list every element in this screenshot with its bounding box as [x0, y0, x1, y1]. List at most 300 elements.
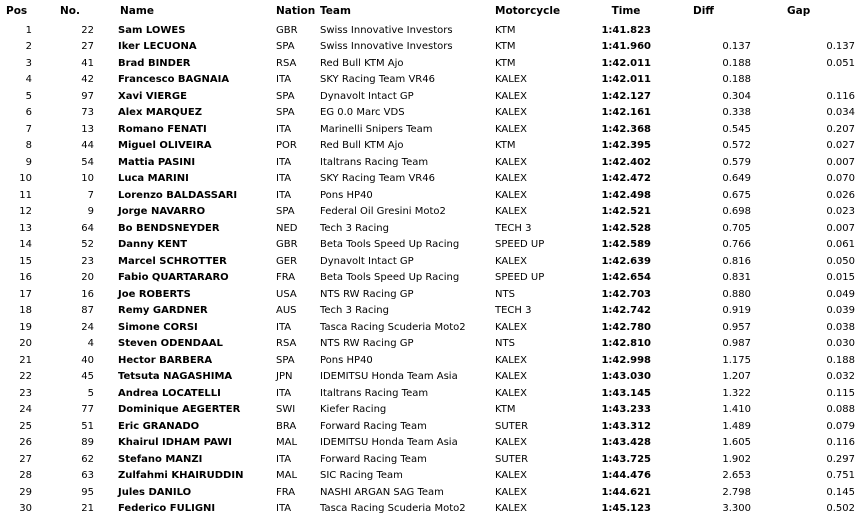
- cell-time: 1:42.011: [601, 57, 651, 69]
- cell-pos: 10: [19, 173, 32, 185]
- cell-team: NTS RW Racing GP: [320, 338, 414, 350]
- cell-nation: ITA: [276, 156, 292, 168]
- cell-motorcycle: KALEX: [495, 371, 527, 383]
- cell-team: Red Bull KTM Ajo: [320, 57, 404, 69]
- cell-number: 77: [81, 404, 94, 416]
- header-name: Name: [120, 5, 154, 17]
- cell-diff: 3.300: [722, 503, 751, 515]
- cell-rider-name: Xavi VIERGE: [118, 90, 187, 102]
- cell-gap: 0.023: [826, 206, 855, 218]
- table-row: [0, 352, 863, 369]
- table-row: [0, 435, 863, 452]
- cell-motorcycle: KTM: [495, 140, 516, 152]
- cell-diff: 0.766: [722, 239, 751, 251]
- cell-diff: 1.410: [722, 404, 751, 416]
- cell-motorcycle: KALEX: [495, 206, 527, 218]
- cell-pos: 22: [19, 371, 32, 383]
- cell-rider-name: Alex MARQUEZ: [118, 107, 202, 119]
- cell-number: 10: [81, 173, 94, 185]
- cell-diff: 0.188: [722, 74, 751, 86]
- cell-diff: 1.489: [722, 420, 751, 432]
- table-row: [0, 484, 863, 501]
- cell-pos: 16: [19, 272, 32, 284]
- cell-team: IDEMITSU Honda Team Asia: [320, 437, 458, 449]
- header-row: [0, 0, 863, 22]
- cell-time: 1:42.472: [601, 173, 651, 185]
- cell-motorcycle: KALEX: [495, 354, 527, 366]
- cell-motorcycle: KALEX: [495, 189, 527, 201]
- cell-time: 1:43.725: [601, 453, 651, 465]
- table-row: [0, 237, 863, 254]
- cell-number: 21: [81, 503, 94, 515]
- cell-diff: 0.957: [722, 321, 751, 333]
- cell-motorcycle: TECH 3: [495, 305, 532, 317]
- cell-motorcycle: TECH 3: [495, 222, 532, 234]
- cell-time: 1:42.161: [601, 107, 651, 119]
- cell-diff: 1.902: [722, 453, 751, 465]
- cell-number: 24: [81, 321, 94, 333]
- cell-rider-name: Danny KENT: [118, 239, 188, 251]
- table-row: [0, 303, 863, 320]
- cell-pos: 3: [25, 57, 32, 69]
- cell-rider-name: Romano FENATI: [118, 123, 207, 135]
- cell-number: 95: [81, 486, 94, 498]
- cell-gap: 0.188: [826, 354, 855, 366]
- table-row: [0, 138, 863, 155]
- cell-pos: 28: [19, 470, 32, 482]
- cell-rider-name: Simone CORSI: [118, 321, 198, 333]
- cell-gap: 0.038: [826, 321, 855, 333]
- cell-pos: 7: [25, 123, 32, 135]
- cell-team: Marinelli Snipers Team: [320, 123, 433, 135]
- cell-diff: 2.798: [722, 486, 751, 498]
- table-row: [0, 187, 863, 204]
- table-row: [0, 72, 863, 89]
- table-row: [0, 270, 863, 287]
- cell-team: Beta Tools Speed Up Racing: [320, 239, 460, 251]
- header-time: Time: [611, 5, 641, 17]
- cell-number: 97: [81, 90, 94, 102]
- cell-team: Tech 3 Racing: [320, 222, 389, 234]
- cell-team: SIC Racing Team: [320, 470, 403, 482]
- cell-team: EG 0.0 Marc VDS: [320, 107, 405, 119]
- cell-time: 1:42.528: [601, 222, 651, 234]
- table-row: [0, 171, 863, 188]
- cell-number: 52: [81, 239, 94, 251]
- cell-nation: JPN: [276, 371, 293, 383]
- cell-nation: ITA: [276, 387, 292, 399]
- cell-time: 1:43.233: [601, 404, 651, 416]
- cell-pos: 5: [25, 90, 32, 102]
- cell-motorcycle: SUTER: [495, 453, 529, 465]
- cell-team: SKY Racing Team VR46: [320, 74, 435, 86]
- cell-rider-name: Khairul IDHAM PAWI: [118, 437, 233, 449]
- cell-pos: 25: [19, 420, 32, 432]
- cell-gap: 0.079: [826, 420, 855, 432]
- table-row: [0, 336, 863, 353]
- cell-nation: BRA: [276, 420, 297, 432]
- cell-time: 1:45.123: [601, 503, 651, 515]
- cell-nation: ITA: [276, 453, 292, 465]
- cell-rider-name: Bo BENDSNEYDER: [118, 222, 220, 234]
- cell-diff: 1.175: [722, 354, 751, 366]
- cell-motorcycle: KALEX: [495, 387, 527, 399]
- cell-diff: 0.816: [722, 255, 751, 267]
- cell-rider-name: Miguel OLIVEIRA: [118, 140, 212, 152]
- cell-motorcycle: SUTER: [495, 420, 529, 432]
- cell-pos: 11: [19, 189, 32, 201]
- cell-motorcycle: KALEX: [495, 486, 527, 498]
- cell-team: Tasca Racing Scuderia Moto2: [320, 503, 466, 515]
- cell-team: Dynavolt Intact GP: [320, 255, 414, 267]
- cell-time: 1:42.998: [601, 354, 651, 366]
- cell-rider-name: Luca MARINI: [118, 173, 189, 185]
- cell-time: 1:42.368: [601, 123, 651, 135]
- header-team: Team: [320, 5, 351, 17]
- cell-team: Pons HP40: [320, 189, 373, 201]
- cell-rider-name: Jules DANILO: [118, 486, 192, 498]
- cell-rider-name: Marcel SCHROTTER: [118, 255, 227, 267]
- cell-number: 62: [81, 453, 94, 465]
- cell-rider-name: Lorenzo BALDASSARI: [118, 189, 238, 201]
- cell-time: 1:42.810: [601, 338, 651, 350]
- cell-rider-name: Steven ODENDAAL: [118, 338, 223, 350]
- cell-diff: 0.919: [722, 305, 751, 317]
- cell-pos: 2: [25, 41, 32, 53]
- cell-motorcycle: NTS: [495, 338, 515, 350]
- cell-team: Italtrans Racing Team: [320, 156, 429, 168]
- cell-nation: SWI: [276, 404, 296, 416]
- cell-rider-name: Joe ROBERTS: [118, 288, 191, 300]
- cell-rider-name: Iker LECUONA: [118, 41, 197, 53]
- cell-rider-name: Dominique AEGERTER: [118, 404, 241, 416]
- cell-rider-name: Zulfahmi KHAIRUDDIN: [118, 470, 244, 482]
- cell-motorcycle: KALEX: [495, 437, 527, 449]
- cell-pos: 18: [19, 305, 32, 317]
- cell-time: 1:44.621: [601, 486, 651, 498]
- table-row: [0, 204, 863, 221]
- cell-time: 1:42.589: [601, 239, 651, 251]
- cell-number: 54: [81, 156, 94, 168]
- cell-gap: 0.051: [826, 57, 855, 69]
- cell-rider-name: Hector BARBERA: [118, 354, 213, 366]
- cell-gap: 0.007: [826, 156, 855, 168]
- cell-rider-name: Federico FULIGNI: [118, 503, 216, 515]
- cell-team: Tech 3 Racing: [320, 305, 389, 317]
- cell-nation: GER: [276, 255, 298, 267]
- cell-number: 87: [81, 305, 94, 317]
- cell-motorcycle: KALEX: [495, 503, 527, 515]
- cell-pos: 4: [25, 74, 32, 86]
- cell-number: 4: [87, 338, 94, 350]
- cell-nation: ITA: [276, 123, 292, 135]
- cell-gap: 0.027: [826, 140, 855, 152]
- table-row: [0, 88, 863, 105]
- cell-team: Red Bull KTM Ajo: [320, 140, 404, 152]
- cell-rider-name: Andrea LOCATELLI: [118, 387, 221, 399]
- cell-number: 89: [81, 437, 94, 449]
- cell-motorcycle: KALEX: [495, 90, 527, 102]
- cell-diff: 0.304: [722, 90, 751, 102]
- cell-nation: POR: [276, 140, 297, 152]
- cell-pos: 15: [19, 255, 32, 267]
- cell-pos: 27: [19, 453, 32, 465]
- cell-motorcycle: KTM: [495, 24, 516, 36]
- cell-nation: FRA: [276, 272, 296, 284]
- cell-gap: 0.050: [826, 255, 855, 267]
- cell-motorcycle: KALEX: [495, 470, 527, 482]
- cell-team: NASHI ARGAN SAG Team: [320, 486, 444, 498]
- table-row: [0, 468, 863, 485]
- cell-team: Dynavolt Intact GP: [320, 90, 414, 102]
- table-row: [0, 55, 863, 72]
- cell-team: Federal Oil Gresini Moto2: [320, 206, 446, 218]
- cell-gap: 0.145: [826, 486, 855, 498]
- header-gap: Gap: [787, 5, 811, 17]
- cell-diff: 0.579: [722, 156, 751, 168]
- cell-motorcycle: NTS: [495, 288, 515, 300]
- cell-gap: 0.007: [826, 222, 855, 234]
- cell-number: 5: [87, 387, 94, 399]
- cell-diff: 0.137: [722, 41, 751, 53]
- table-row: [0, 402, 863, 419]
- cell-team: Pons HP40: [320, 354, 373, 366]
- header-pos: Pos: [6, 5, 28, 17]
- cell-pos: 20: [19, 338, 32, 350]
- cell-motorcycle: KTM: [495, 404, 516, 416]
- cell-diff: 0.572: [722, 140, 751, 152]
- cell-motorcycle: KALEX: [495, 107, 527, 119]
- cell-pos: 30: [19, 503, 32, 515]
- cell-pos: 13: [19, 222, 32, 234]
- cell-number: 23: [81, 255, 94, 267]
- table-row: [0, 22, 863, 39]
- cell-team: Tasca Racing Scuderia Moto2: [320, 321, 466, 333]
- cell-number: 44: [81, 140, 94, 152]
- cell-diff: 1.322: [722, 387, 751, 399]
- cell-nation: SPA: [276, 41, 295, 53]
- table-row: [0, 385, 863, 402]
- header-motorcycle: Motorcycle: [495, 5, 561, 17]
- cell-motorcycle: KALEX: [495, 255, 527, 267]
- cell-diff: 0.675: [722, 189, 751, 201]
- cell-time: 1:42.521: [601, 206, 651, 218]
- cell-number: 20: [81, 272, 94, 284]
- cell-time: 1:42.498: [601, 189, 651, 201]
- cell-rider-name: Fabio QUARTARARO: [118, 272, 229, 284]
- cell-gap: 0.207: [826, 123, 855, 135]
- cell-nation: NED: [276, 222, 298, 234]
- cell-nation: SPA: [276, 206, 295, 218]
- cell-motorcycle: KALEX: [495, 74, 527, 86]
- cell-pos: 19: [19, 321, 32, 333]
- cell-time: 1:43.030: [601, 371, 651, 383]
- cell-number: 9: [87, 206, 94, 218]
- table-row: [0, 154, 863, 171]
- cell-motorcycle: KALEX: [495, 123, 527, 135]
- cell-nation: ITA: [276, 189, 292, 201]
- cell-motorcycle: SPEED UP: [495, 272, 545, 284]
- cell-diff: 0.831: [722, 272, 751, 284]
- cell-rider-name: Mattia PASINI: [118, 156, 196, 168]
- cell-nation: GBR: [276, 24, 298, 36]
- cell-diff: 0.705: [722, 222, 751, 234]
- table-header: [0, 0, 863, 22]
- cell-number: 40: [81, 354, 94, 366]
- cell-nation: MAL: [276, 437, 298, 449]
- cell-nation: SPA: [276, 90, 295, 102]
- cell-number: 41: [81, 57, 94, 69]
- cell-team: Forward Racing Team: [320, 453, 427, 465]
- cell-gap: 0.034: [826, 107, 855, 119]
- cell-rider-name: Brad BINDER: [118, 57, 191, 69]
- cell-rider-name: Jorge NAVARRO: [118, 206, 206, 218]
- table-row: [0, 418, 863, 435]
- cell-nation: SPA: [276, 107, 295, 119]
- cell-time: 1:44.476: [601, 470, 651, 482]
- cell-gap: 0.297: [826, 453, 855, 465]
- cell-team: IDEMITSU Honda Team Asia: [320, 371, 458, 383]
- cell-gap: 0.116: [826, 90, 855, 102]
- cell-nation: RSA: [276, 57, 297, 69]
- cell-time: 1:43.312: [601, 420, 651, 432]
- cell-team: Kiefer Racing: [320, 404, 387, 416]
- cell-time: 1:42.395: [601, 140, 651, 152]
- cell-number: 7: [87, 189, 94, 201]
- cell-motorcycle: KALEX: [495, 156, 527, 168]
- cell-pos: 17: [19, 288, 32, 300]
- cell-time: 1:43.428: [601, 437, 651, 449]
- cell-number: 45: [81, 371, 94, 383]
- cell-number: 63: [81, 470, 94, 482]
- cell-gap: [763, 72, 863, 89]
- cell-gap: 0.116: [826, 437, 855, 449]
- table-row: [0, 253, 863, 270]
- cell-gap: [763, 22, 863, 39]
- cell-number: 22: [81, 24, 94, 36]
- cell-nation: MAL: [276, 470, 298, 482]
- cell-pos: 14: [19, 239, 32, 251]
- cell-diff: 0.338: [722, 107, 751, 119]
- cell-time: 1:43.145: [601, 387, 651, 399]
- cell-time: 1:42.742: [601, 305, 651, 317]
- cell-nation: GBR: [276, 239, 298, 251]
- cell-nation: AUS: [276, 305, 297, 317]
- cell-nation: SPA: [276, 354, 295, 366]
- cell-pos: 26: [19, 437, 32, 449]
- cell-team: SKY Racing Team VR46: [320, 173, 435, 185]
- table-row: [0, 501, 863, 518]
- cell-pos: 6: [25, 107, 32, 119]
- cell-gap: 0.115: [826, 387, 855, 399]
- cell-diff: 2.653: [722, 470, 751, 482]
- table-row: [0, 286, 863, 303]
- cell-diff: 0.880: [722, 288, 751, 300]
- cell-motorcycle: KALEX: [495, 173, 527, 185]
- cell-time: 1:42.654: [601, 272, 651, 284]
- table-row: [0, 121, 863, 138]
- cell-gap: 0.061: [826, 239, 855, 251]
- table-row: [0, 39, 863, 56]
- table-row: [0, 319, 863, 336]
- cell-gap: 0.088: [826, 404, 855, 416]
- cell-diff: 0.545: [722, 123, 751, 135]
- cell-rider-name: Francesco BAGNAIA: [118, 74, 230, 86]
- cell-number: 27: [81, 41, 94, 53]
- cell-gap: 0.070: [826, 173, 855, 185]
- cell-motorcycle: KTM: [495, 57, 516, 69]
- cell-pos: 8: [25, 140, 32, 152]
- cell-number: 42: [81, 74, 94, 86]
- cell-nation: ITA: [276, 321, 292, 333]
- cell-time: 1:42.639: [601, 255, 651, 267]
- table-row: [0, 451, 863, 468]
- cell-motorcycle: KALEX: [495, 321, 527, 333]
- cell-rider-name: Tetsuta NAGASHIMA: [118, 371, 233, 383]
- cell-diff: 0.188: [722, 57, 751, 69]
- cell-team: NTS RW Racing GP: [320, 288, 414, 300]
- cell-number: 64: [81, 222, 94, 234]
- cell-diff: 1.207: [722, 371, 751, 383]
- table-row: [0, 369, 863, 386]
- cell-rider-name: Eric GRANADO: [118, 420, 200, 432]
- cell-nation: ITA: [276, 173, 292, 185]
- cell-gap: 0.502: [826, 503, 855, 515]
- cell-time: 1:41.960: [601, 41, 651, 53]
- cell-time: 1:42.780: [601, 321, 651, 333]
- cell-team: Forward Racing Team: [320, 420, 427, 432]
- cell-diff: 0.698: [722, 206, 751, 218]
- cell-diff: 1.605: [722, 437, 751, 449]
- cell-gap: 0.039: [826, 305, 855, 317]
- header-no: No.: [60, 5, 80, 17]
- table-body: [0, 22, 863, 517]
- cell-time: 1:42.402: [601, 156, 651, 168]
- cell-team: Beta Tools Speed Up Racing: [320, 272, 460, 284]
- cell-pos: 1: [25, 24, 32, 36]
- cell-rider-name: Sam LOWES: [118, 24, 186, 36]
- cell-motorcycle: SPEED UP: [495, 239, 545, 251]
- cell-diff: [667, 22, 763, 39]
- cell-pos: 21: [19, 354, 32, 366]
- cell-rider-name: Stefano MANZI: [118, 453, 203, 465]
- cell-gap: 0.049: [826, 288, 855, 300]
- cell-gap: 0.030: [826, 338, 855, 350]
- cell-rider-name: Remy GARDNER: [118, 305, 208, 317]
- cell-time: 1:42.011: [601, 74, 651, 86]
- cell-pos: 29: [19, 486, 32, 498]
- table-row: [0, 220, 863, 237]
- cell-gap: 0.015: [826, 272, 855, 284]
- cell-number: 13: [81, 123, 94, 135]
- cell-number: 73: [81, 107, 94, 119]
- cell-pos: 23: [19, 387, 32, 399]
- cell-number: 51: [81, 420, 94, 432]
- cell-nation: FRA: [276, 486, 296, 498]
- cell-diff: 0.649: [722, 173, 751, 185]
- cell-gap: 0.137: [826, 41, 855, 53]
- cell-nation: ITA: [276, 503, 292, 515]
- cell-pos: 9: [25, 156, 32, 168]
- cell-motorcycle: KTM: [495, 41, 516, 53]
- cell-team: Swiss Innovative Investors: [320, 41, 453, 53]
- cell-time: 1:42.127: [601, 90, 651, 102]
- cell-nation: ITA: [276, 74, 292, 86]
- cell-team: Swiss Innovative Investors: [320, 24, 453, 36]
- cell-time: 1:41.823: [601, 24, 651, 36]
- cell-nation: USA: [276, 288, 297, 300]
- cell-number: 16: [81, 288, 94, 300]
